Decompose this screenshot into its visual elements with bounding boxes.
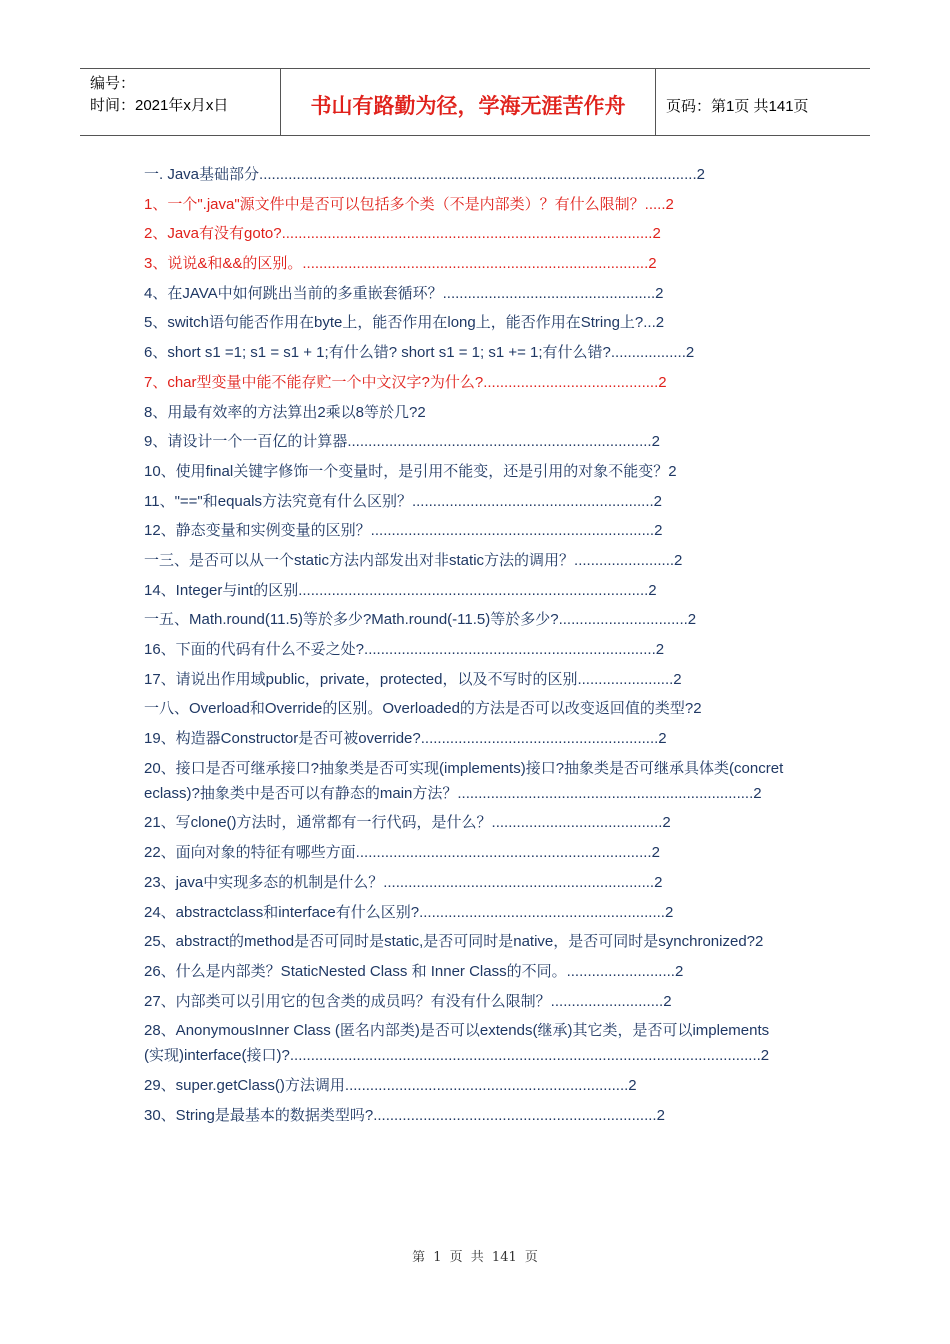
- table-of-contents: [144, 162, 784, 1132]
- toc-entry[interactable]: 26、什么是内部类？StaticNested Class 和 Inner Class的不同。..........................2: [144, 962, 684, 980]
- toc-entry[interactable]: 一八、Overload和Override的区别。Overloaded的方法是否可以改变返回值的类型?2: [144, 700, 702, 718]
- toc-entry[interactable]: 19、构造器Constructor是否可被override?.........................................................2: [144, 730, 667, 748]
- page-header: [80, 68, 870, 136]
- toc-entry[interactable]: 3、说说&和&&的区别。...................................................................................2: [144, 255, 657, 273]
- toc-entry[interactable]: 25、abstract的method是否可同时是static,是否可同时是native，是否可同时是synchronized?2: [144, 933, 764, 951]
- toc-entry[interactable]: 6、short s1 =1; s1 = s1 + 1;有什么错? short s1 = 1; s1 += 1;有什么错?..................2: [144, 344, 695, 362]
- toc-entry[interactable]: 10、使用final关键字修饰一个变量时，是引用不能变，还是引用的对象不能变？2: [144, 462, 677, 480]
- header-page-info: 页码：第1页 共141页: [666, 97, 809, 115]
- toc-entry[interactable]: 29、super.getClass()方法调用....................................................................2: [144, 1076, 637, 1094]
- toc-entry[interactable]: 27、内部类可以引用它的包含类的成员吗？有没有什么限制？...........................2: [144, 992, 672, 1010]
- header-motto: 书山有路勤为径，学海无涯苦作舟: [281, 69, 656, 135]
- toc-entry[interactable]: 11、"=="和equals方法究竟有什么区别？..........................................................2: [144, 492, 662, 510]
- toc-entry[interactable]: 1、一个".java"源文件中是否可以包括多个类（不是内部类）？有什么限制？.....2: [144, 195, 674, 213]
- number-label: 编号：: [90, 75, 136, 92]
- toc-entry[interactable]: 17、请说出作用域public，private，protected，以及不写时的区别.......................2: [144, 670, 682, 688]
- toc-entry[interactable]: 8、用最有效率的方法算出2乘以8等於几?2: [144, 403, 426, 421]
- toc-entry[interactable]: 9、请设计一个一百亿的计算器.........................................................................2: [144, 433, 660, 451]
- toc-entry[interactable]: 12、静态变量和实例变量的区别？....................................................................2: [144, 522, 663, 540]
- toc-entry[interactable]: 2、Java有没有goto?.........................................................................................2: [144, 225, 661, 243]
- toc-entry[interactable]: 23、java中实现多态的机制是什么？.................................................................2: [144, 873, 663, 891]
- header-meta: [80, 69, 281, 135]
- page-footer: 第 1 页 共 141 页: [412, 1250, 538, 1265]
- toc-entry[interactable]: 一三、是否可以从一个static方法内部发出对非static方法的调用？........................2: [144, 551, 683, 569]
- toc-entry[interactable]: 一. Java基础部分.........................................................................................................2: [144, 166, 705, 183]
- toc-entry[interactable]: 20、接口是否可继承接口?抽象类是否可实现(implements)接口?抽象类是否可继承具体类(concreteclass)?抽象类中是否可以有静态的main方法？.......................................................................2: [144, 759, 784, 802]
- toc-entry[interactable]: 14、Integer与int的区别....................................................................................2: [144, 581, 657, 599]
- date-label: 时间：2021年x月x日: [90, 97, 229, 114]
- toc-entry[interactable]: 16、下面的代码有什么不妥之处?......................................................................2: [144, 641, 665, 658]
- toc-entry[interactable]: 21、写clone()方法时，通常都有一行代码，是什么？.........................................2: [144, 814, 671, 832]
- toc-entry[interactable]: 28、AnonymousInner Class (匿名内部类)是否可以extends(继承)其它类，是否可以implements(实现)interface(接口)?.................................................................................................................2: [144, 1022, 770, 1065]
- toc-entry[interactable]: 4、在JAVA中如何跳出当前的多重嵌套循环？...................................................2: [144, 284, 664, 302]
- toc-entry[interactable]: 22、面向对象的特征有哪些方面.......................................................................2: [144, 844, 660, 862]
- toc-entry[interactable]: 一五、Math.round(11.5)等於多少?Math.round(-11.5)等於多少?...............................2: [144, 611, 697, 629]
- toc-entry[interactable]: 30、String是最基本的数据类型吗?....................................................................2: [144, 1106, 665, 1124]
- toc-entry[interactable]: 5、switch语句能否作用在byte上，能否作用在long上，能否作用在String上?...2: [144, 314, 665, 332]
- toc-entry[interactable]: 24、abstractclass和interface有什么区别?...........................................................2: [144, 903, 674, 921]
- toc-entry[interactable]: 7、char型变量中能不能存贮一个中文汉字?为什么?..........................................2: [144, 373, 667, 391]
